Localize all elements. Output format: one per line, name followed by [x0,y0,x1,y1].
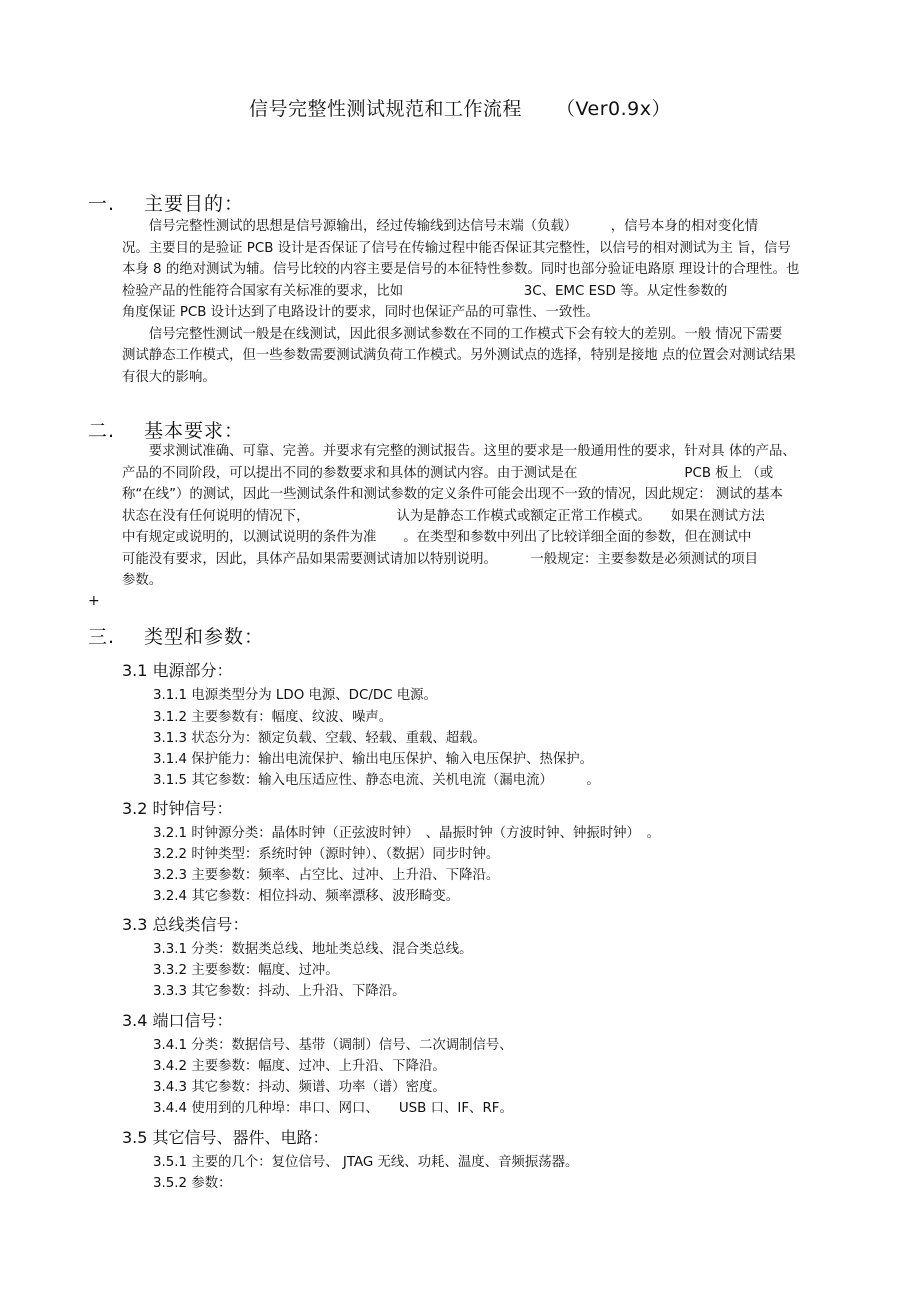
section-1-body [122,216,860,388]
title-version: （Ver0.9x） [556,98,671,120]
text-line: 信号完整性测试一般是在线测试，因此很多测试参数在不同的工作模式下会有较大的差别。一般 情况下需要 [122,326,783,342]
list-item: 3.1.5 其它参数：输入电压适应性、静态电流、关机电流（漏电流） 。 [153,773,600,788]
list-item: 3.4.4 使用到的几种埠：串口、网口、 USB 口、IF、RF。 [153,1101,513,1116]
text-line: 本身 8 的绝对测试为辅。信号比较的内容主要是信号的本征特性参数。同时也部分验证电路原 理设计的合理性。也 [122,262,800,277]
text-line: 产品的不同阶段，可以提出不同的参数要求和具体的测试内容。由于测试是在 PCB 板上 （或 [122,465,774,481]
list-item: 3.1.3 状态分为：额定负载、空载、轻载、重载、超载。 [153,731,486,746]
section-number: 一. [88,193,116,215]
list-item: 3.4.3 其它参数：抖动、频谱、功率（谱）密度。 [153,1080,446,1095]
section-1-heading [88,189,244,216]
text-line: 检验产品的性能符合国家有关标准的要求，比如 3C、EMC ESD 等。从定性参数的 [122,283,728,299]
text-line: 测试静态工作模式，但一些参数需要测试满负荷工作模式。另外测试点的选择，特别是接地 点的位置会对测试结果 [122,348,796,363]
list-item: 3.4.1 分类：数据信号、基带（调制）信号、二次调制信号、 [153,1038,513,1053]
section-2-heading [88,416,244,443]
subsection-3-5-title: 3.5 其它信号、器件、电路： [122,1128,329,1147]
document-title [0,94,920,121]
section-number: 三. [88,626,116,648]
title-main: 信号完整性测试规范和工作流程 [249,98,523,120]
subsection-3-3-title: 3.3 总线类信号： [122,915,249,934]
text-line: 况。主要目的是验证 PCB 设计是否保证了信号在传输过程中能否保证其完整性，以信号的相对测试为主 旨，信号 [122,240,791,256]
section-title: 类型和参数： [144,626,265,648]
text-line: 状态在没有任何说明的情况下， 认为是静态工作模式或额定正常工作模式。 如果在测试方法 [122,508,765,524]
list-item: 3.3.2 主要参数：幅度、过冲。 [153,963,339,978]
list-item: 3.2.3 主要参数：频率、占空比、过冲、上升沿、下降沿。 [153,868,500,883]
list-item: 3.5.2 参数： [153,1176,232,1191]
text-line: 信号完整性测试的思想是信号源输出，经过传输线到达信号末端（负载） ，信号本身的相对变化情 [122,219,759,234]
list-item: 3.3.1 分类：数据类总线、地址类总线、混合类总线。 [153,942,473,957]
section-2-body [122,441,860,592]
subsection-3-2-title: 3.2 时钟信号： [122,799,233,818]
text-line: 称“在线”）的测试，因此一些测试条件和测试参数的定义条件可能会出现不一致的情况，因此规定： 测试的基本 [122,487,783,502]
subsection-3-4-title: 3.4 端口信号： [122,1011,233,1030]
subsection-3-1-title: 3.1 电源部分： [122,661,233,680]
plus-mark: + [88,593,100,609]
section-title: 主要目的： [144,193,245,215]
list-item: 3.3.3 其它参数：抖动、上升沿、下降沿。 [153,984,406,999]
list-item: 3.4.2 主要参数：幅度、过冲、上升沿、下降沿。 [153,1059,446,1074]
list-item: 3.2.4 其它参数：相位抖动、频率漂移、波形畸变。 [153,889,460,904]
list-item: 3.1.4 保护能力：输出电流保护、输出电压保护、输入电压保护、热保护。 [153,752,594,767]
list-item: 3.1.2 主要参数有：幅度、纹波、噪声。 [153,710,393,725]
list-item: 3.1.1 电源类型分为 LDO 电源、DC/DC 电源。 [153,688,437,703]
list-item: 3.2.2 时钟类型：系统时钟（源时钟）、（数据）同步时钟。 [153,847,500,862]
text-line: 要求测试准确、可靠、完善。并要求有完整的测试报告。这里的要求是一般通用性的要求，针对具 体的产品、 [122,444,796,459]
list-item: 3.5.1 主要的几个：复位信号、 JTAG 无线、功耗、温度、音频振荡器。 [153,1155,579,1170]
list-item: 3.2.1 时钟源分类：晶体时钟（正弦波时钟） 、晶振时钟（方波时钟、钟振时钟） 。 [153,826,660,841]
section-3-heading [88,622,264,649]
text-line: 有很大的影响。 [122,369,216,385]
section-number: 二. [88,420,116,442]
text-line: 中有规定或说明的，以测试说明的条件为准 。在类型和参数中列出了比较详细全面的参数，但在测试中 [122,530,752,545]
text-line: 可能没有要求，因此，具体产品如果需要测试请加以特别说明。 一般规定：主要参数是必须测试的项目 [122,551,759,567]
text-line: 角度保证 PCB 设计达到了电路设计的要求，同时也保证产品的可靠性、一致性。 [122,305,600,320]
section-title: 基本要求： [144,420,245,442]
text-line: 参数。 [122,573,163,588]
